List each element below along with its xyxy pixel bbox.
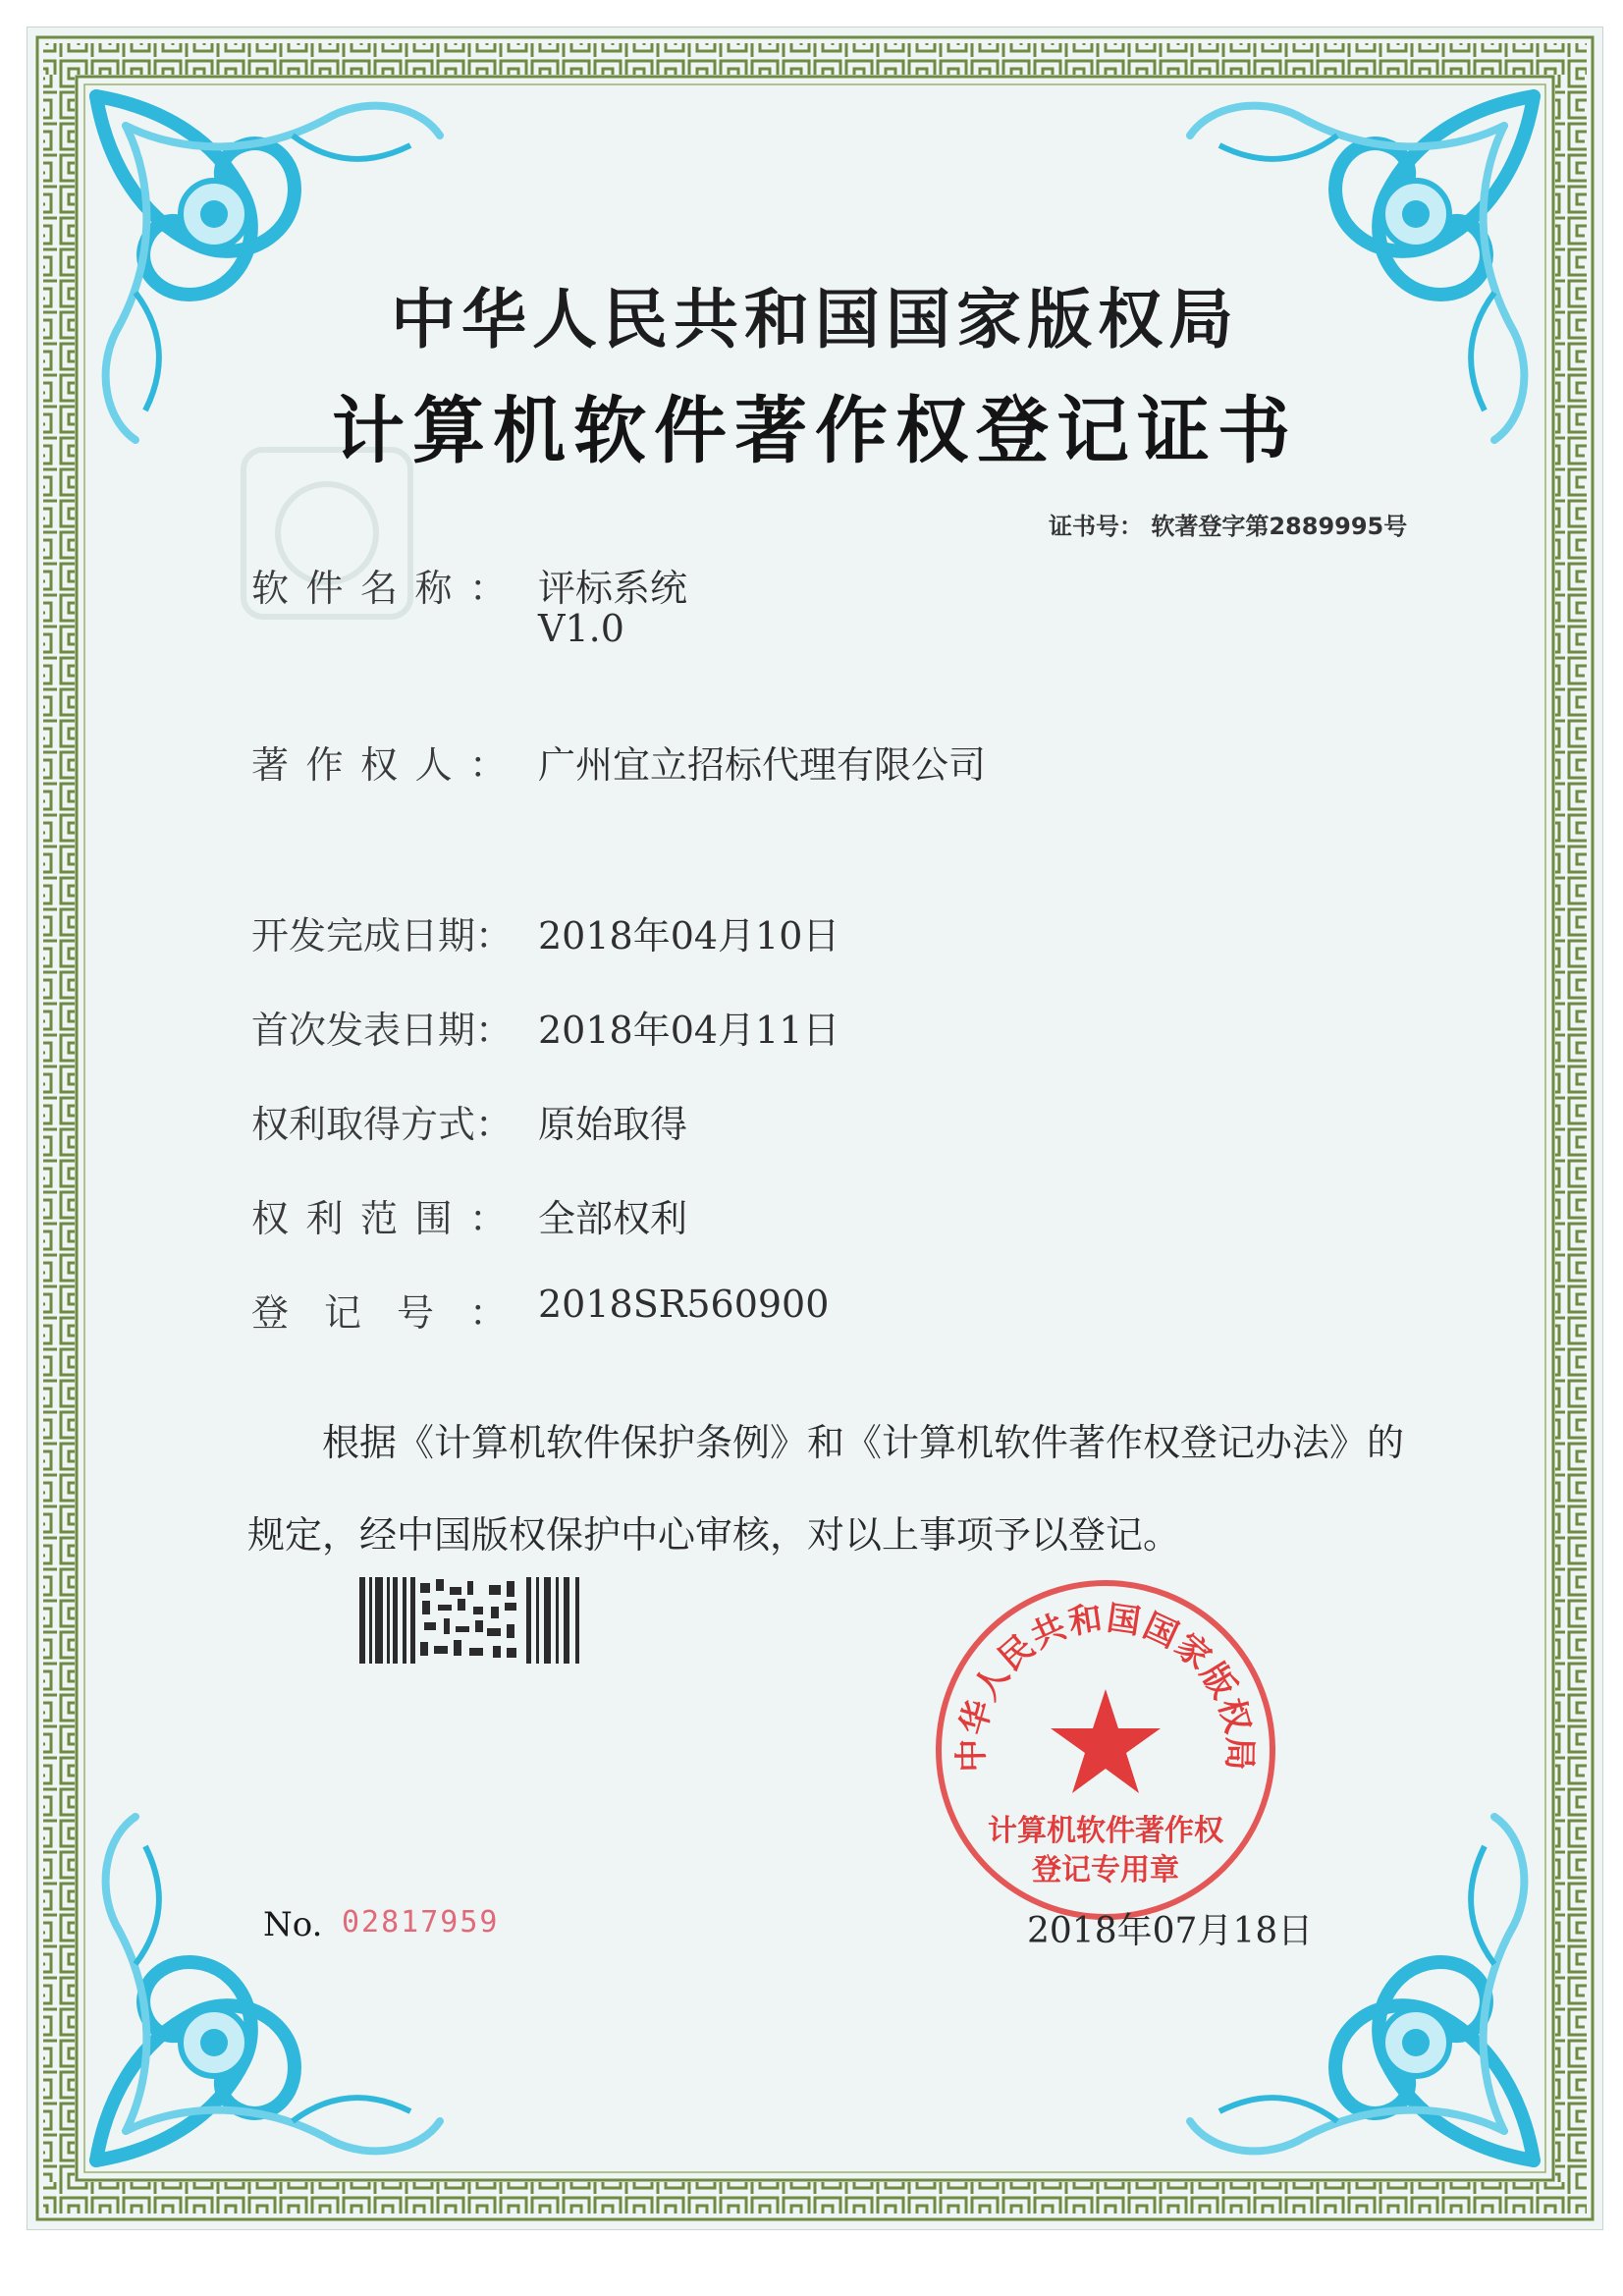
development-date-value: 2018年04月10日 [538, 914, 840, 957]
seal-star-icon [1051, 1689, 1161, 1793]
issuer-title: 中华人民共和国国家版权局 [391, 282, 1239, 357]
certificate-title: 计算机软件著作权登记证书 [332, 389, 1298, 473]
development-date-label: 开发完成日期： [251, 914, 514, 957]
publish-date-label: 首次发表日期： [251, 1009, 514, 1052]
barcode-image [359, 1577, 585, 1664]
software-name-value: 评标系统 [538, 567, 688, 610]
rights-scope-value: 全部权利 [538, 1197, 688, 1240]
registration-number-value: 2018SR560900 [538, 1283, 830, 1326]
issue-date: 2018年07月18日 [1027, 1911, 1314, 1951]
registration-number-label: 登记号： [251, 1291, 507, 1335]
official-seal [929, 1573, 1282, 1927]
publish-date-value: 2018年04月11日 [538, 1009, 840, 1052]
statement-line-1: 根据《计算机软件保护条例》和《计算机软件著作权登记办法》的 [322, 1421, 1405, 1464]
statement-line-2: 规定，经中国版权保护中心审核，对以上事项予以登记。 [247, 1513, 1181, 1557]
copyright-owner-value: 广州宜立招标代理有限公司 [538, 743, 987, 787]
certificate-number: 证书号： 软著登字第2889995号 [1049, 513, 1408, 540]
rights-scope-label: 权利范围： [251, 1197, 507, 1240]
acquisition-method-label: 权利取得方式： [251, 1103, 514, 1146]
serial-number: 02817959 [342, 1905, 500, 1940]
serial-label: No. [263, 1905, 323, 1944]
seal-text-line-2: 登记专用章 [1032, 1853, 1179, 1887]
acquisition-method-value: 原始取得 [538, 1103, 688, 1146]
software-name-label: 软件名称： [251, 567, 507, 610]
seal-outer-text: 中华人民共和国国家版权局 [951, 1598, 1260, 1773]
software-version-value: V1.0 [538, 607, 624, 650]
certificate [27, 27, 1602, 2229]
copyright-owner-label: 著作权人： [251, 743, 507, 787]
seal-text-line-1: 计算机软件著作权 [988, 1814, 1223, 1848]
